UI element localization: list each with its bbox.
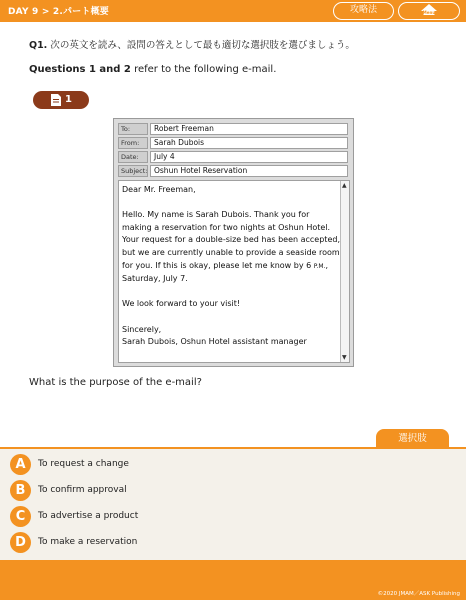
passage-tab-1[interactable]	[33, 91, 89, 109]
header-label: To:	[118, 123, 148, 135]
document-icon	[51, 94, 61, 106]
choices-panel	[0, 447, 466, 560]
choice-letter-icon: B	[10, 480, 31, 501]
menu-label: Menu	[422, 10, 436, 15]
paragraph-text: , Saturday, July 7.	[122, 260, 328, 284]
breadcrumb: DAY 9 > 2.パート概要	[8, 7, 109, 17]
scroll-up-icon[interactable]: ▲	[342, 182, 347, 189]
choice-letter-icon: D	[10, 532, 31, 553]
header-label: Subject:	[118, 165, 148, 177]
choice-b[interactable]	[10, 480, 450, 502]
email-paragraph-2: We look forward to your visit!	[122, 299, 241, 309]
top-bar	[0, 0, 466, 22]
email-body[interactable]	[118, 180, 350, 363]
bottom-bar	[0, 560, 466, 600]
instruction-text: 次の英文を読み、設問の答えとして最も適切な選択肢を選びましょう。	[50, 40, 355, 51]
paragraph-text: Hello. My name is Sarah Dubois. Thank you for making a reservation for two nights at Oshun Hotel. Your request for a double-size bed has been accepted, but we are currently unable to provide a seaside room for you. If this is okay, please let me know by 6	[122, 210, 340, 270]
header-value: Oshun Hotel Reservation	[150, 165, 348, 177]
header-label: Date:	[118, 151, 148, 163]
choice-letter-icon: C	[10, 506, 31, 527]
header-label: From:	[118, 137, 148, 149]
copyright: ©2020 JMAM／ASK Publishing	[377, 591, 460, 597]
refer-rest: refer to the following e-mail.	[130, 64, 277, 75]
refer-text	[29, 64, 276, 75]
header-value: Sarah Dubois	[150, 137, 348, 149]
strategy-button[interactable]: 攻略法	[333, 2, 394, 20]
choice-text: To make a reservation	[38, 537, 138, 547]
email-window	[113, 118, 354, 367]
choice-c[interactable]	[10, 506, 450, 528]
question-number: Q1.	[29, 40, 48, 51]
choices-tab[interactable]: 選択肢	[376, 429, 449, 448]
choice-letter-icon: A	[10, 454, 31, 475]
choice-text: To request a change	[38, 459, 129, 469]
header-value: Robert Freeman	[150, 123, 348, 135]
choice-d[interactable]	[10, 532, 450, 554]
email-signature: Sarah Dubois, Oshun Hotel assistant manager	[122, 337, 307, 347]
pm-text: P.M.	[313, 262, 326, 270]
question-instruction	[29, 37, 355, 51]
refer-bold: Questions 1 and 2	[29, 64, 131, 75]
email-paragraph-1	[122, 209, 340, 286]
email-greeting: Dear Mr. Freeman,	[122, 185, 196, 194]
choice-text: To confirm approval	[38, 485, 127, 495]
choice-a[interactable]	[10, 454, 450, 476]
email-body-text	[122, 184, 340, 349]
passage-number: 1	[65, 94, 72, 105]
menu-button[interactable]	[398, 2, 460, 20]
home-icon	[421, 4, 437, 18]
header-value: July 4	[150, 151, 348, 163]
choice-text: To advertise a product	[38, 511, 139, 521]
email-closing: Sincerely,	[122, 324, 162, 334]
scroll-down-icon[interactable]: ▼	[342, 354, 347, 361]
question-text: What is the purpose of the e-mail?	[29, 377, 202, 388]
email-scrollbar[interactable]	[340, 181, 349, 362]
